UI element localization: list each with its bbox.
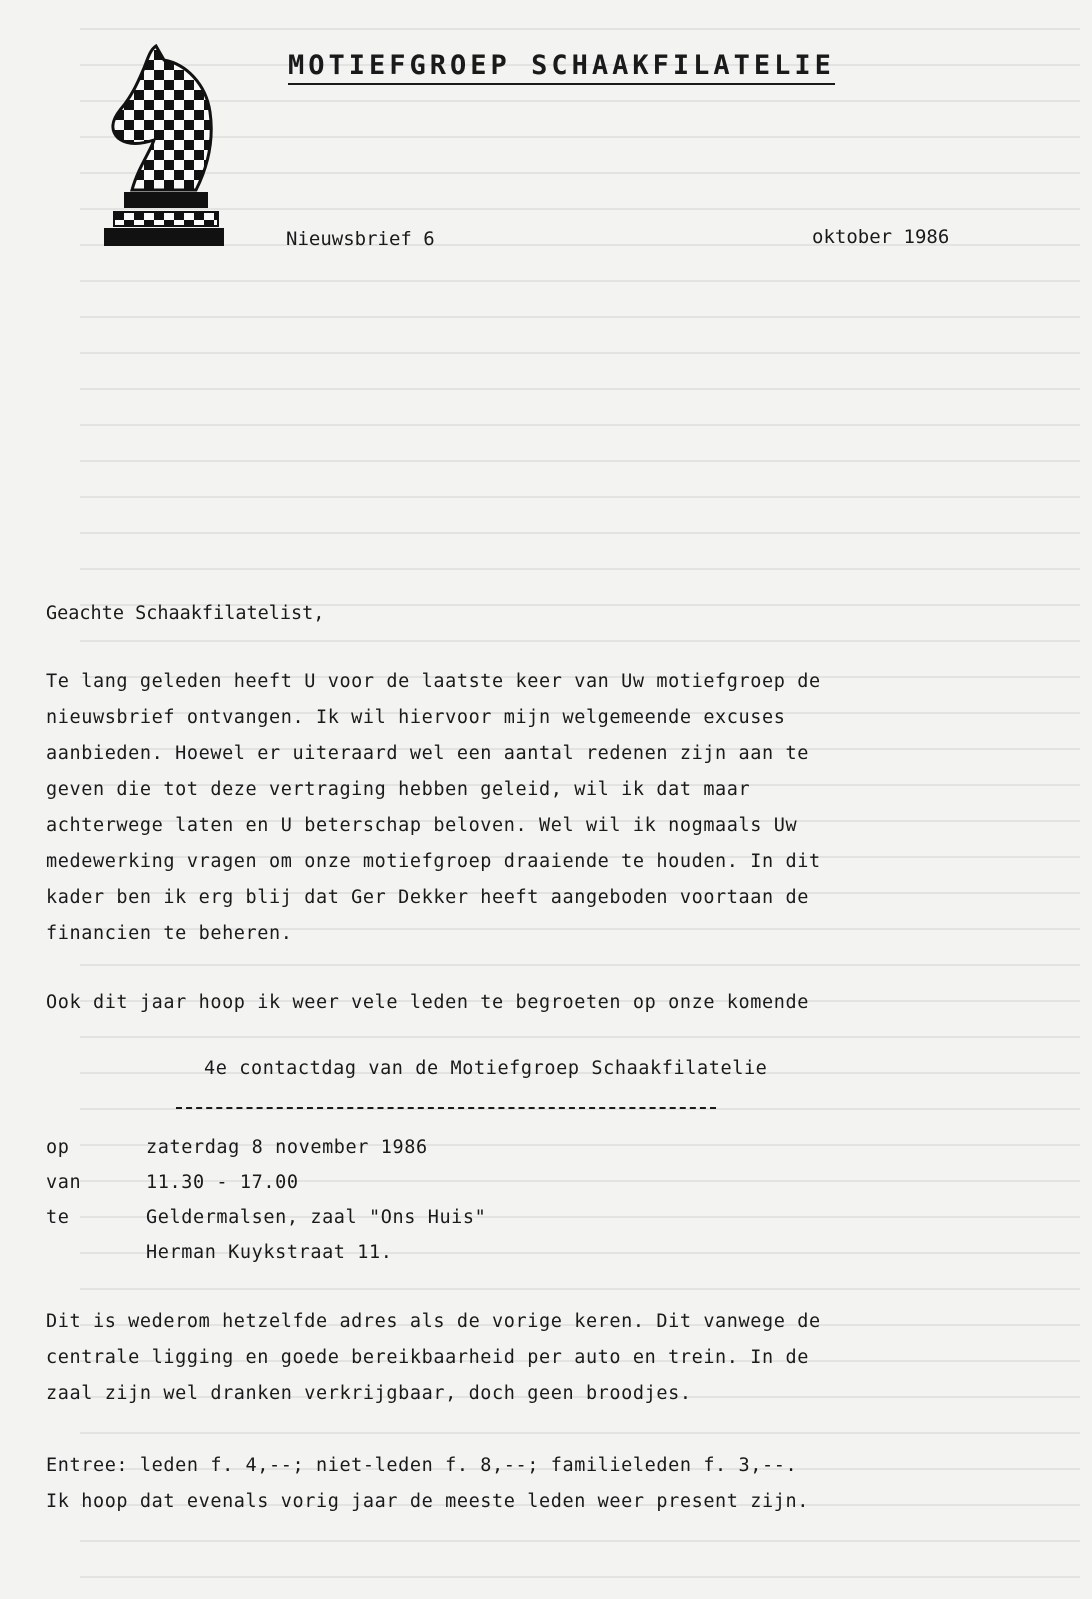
- text-line: nieuwsbrief ontvangen. Ik wil hiervoor mijn welgemeende excuses: [46, 707, 786, 728]
- salutation: Geachte Schaakfilatelist,: [46, 603, 325, 624]
- text-line: medewerking vragen om onze motiefgroep draaiende te houden. In dit: [46, 851, 821, 872]
- event-label: [46, 1235, 146, 1270]
- event-details: [46, 1130, 486, 1270]
- event-label: van: [46, 1172, 82, 1193]
- newsletter-date: oktober 1986: [812, 226, 950, 248]
- newsletter-number: Nieuwsbrief 6: [286, 228, 435, 250]
- text-line: geven die tot deze vertraging hebben geleid, wil ik dat maar: [46, 779, 751, 800]
- event-row-address: [46, 1235, 486, 1270]
- event-value: Herman Kuykstraat 11.: [146, 1242, 393, 1263]
- paragraph-invitation: [46, 985, 809, 1021]
- text-line: Te lang geleden heeft U voor de laatste keer van Uw motiefgroep de: [46, 671, 821, 692]
- text-line: financien te beheren.: [46, 923, 293, 944]
- event-row-date: [46, 1130, 486, 1165]
- page-title: MOTIEFGROEP SCHAAKFILATELIE: [288, 50, 835, 85]
- text-line: Entree: leden f. 4,--; niet-leden f. 8,--; familieleden f. 3,--.: [46, 1455, 798, 1476]
- event-label: op: [46, 1137, 70, 1158]
- event-title: 4e contactdag van de Motiefgroep Schaakfilatelie: [204, 1058, 768, 1079]
- text-line: kader ben ik erg blij dat Ger Dekker heeft aangeboden voortaan de: [46, 887, 809, 908]
- chess-knight-checkered-icon: [104, 40, 224, 250]
- paragraph-entrance: [46, 1448, 809, 1520]
- text-line: zaal zijn wel dranken verkrijgbaar, doch geen broodjes.: [46, 1383, 692, 1404]
- paragraph-intro: [46, 664, 821, 952]
- text-line: Ook dit jaar hoop ik weer vele leden te begroeten op onze komende: [46, 992, 809, 1013]
- paragraph-location: [46, 1304, 821, 1412]
- event-title-underline: [176, 1107, 716, 1109]
- text-line: centrale ligging en goede bereikbaarheid per auto en trein. In de: [46, 1347, 809, 1368]
- event-row-time: [46, 1165, 486, 1200]
- text-line: achterwege laten en U beterschap beloven. Wel wil ik nogmaals Uw: [46, 815, 798, 836]
- event-value: Geldermalsen, zaal "Ons Huis": [146, 1207, 487, 1228]
- event-value: 11.30 - 17.00: [146, 1172, 299, 1193]
- event-label: te: [46, 1207, 70, 1228]
- text-line: aanbieden. Hoewel er uiteraard wel een aantal redenen zijn aan te: [46, 743, 809, 764]
- event-value: zaterdag 8 november 1986: [146, 1137, 428, 1158]
- text-line: Dit is wederom hetzelfde adres als de vorige keren. Dit vanwege de: [46, 1311, 821, 1332]
- event-row-venue: [46, 1200, 486, 1235]
- text-line: Ik hoop dat evenals vorig jaar de meeste leden weer present zijn.: [46, 1491, 809, 1512]
